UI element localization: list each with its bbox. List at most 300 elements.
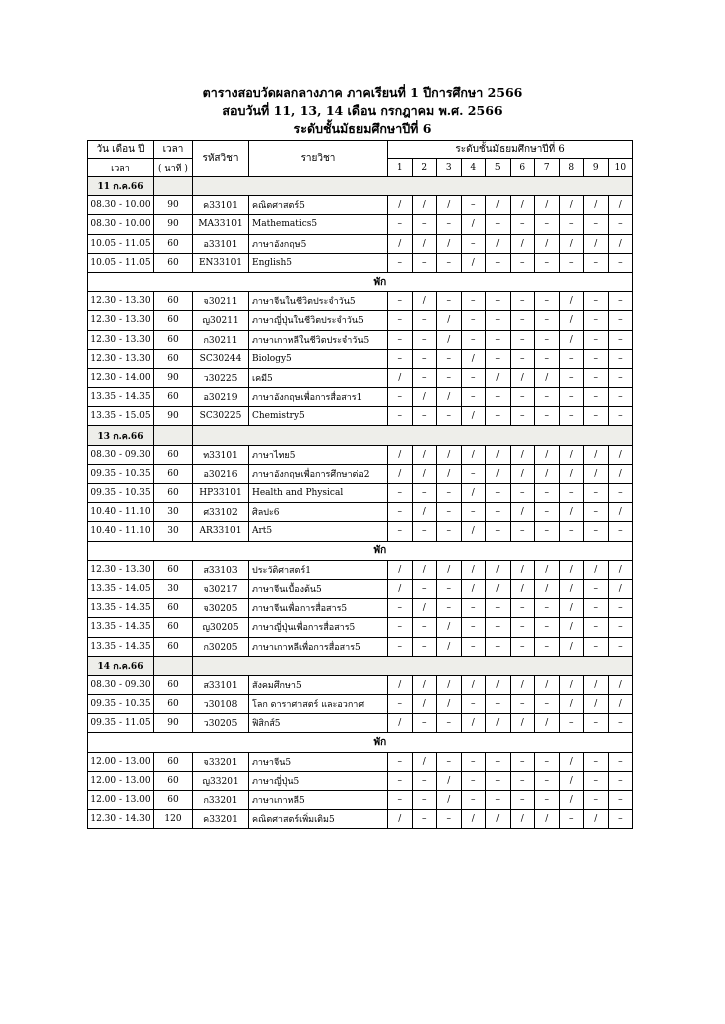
class-2-mark: / xyxy=(412,675,437,694)
class-7-mark: – xyxy=(535,752,560,771)
class-1-mark: / xyxy=(388,810,413,829)
subject-name: ภาษาเกาหลีเพื่อการสื่อสาร5 xyxy=(249,637,388,656)
date-spacer xyxy=(154,656,193,675)
class-1-mark: – xyxy=(388,618,413,637)
class-9-mark: / xyxy=(584,810,609,829)
class-6-mark: / xyxy=(510,234,535,253)
exam-row xyxy=(88,503,633,522)
class-8-mark: / xyxy=(559,771,584,790)
date-label: 14 ก.ค.66 xyxy=(88,656,154,675)
subject-name: คณิตศาสตร์5 xyxy=(249,196,388,215)
exam-duration: 60 xyxy=(154,234,193,253)
exam-time: 12.30 - 13.30 xyxy=(88,330,154,349)
class-9-mark: – xyxy=(584,349,609,368)
exam-row xyxy=(88,215,633,234)
exam-row xyxy=(88,771,633,790)
class-9-mark: – xyxy=(584,330,609,349)
exam-duration: 60 xyxy=(154,349,193,368)
class-9-mark: / xyxy=(584,560,609,579)
class-8-mark: / xyxy=(559,675,584,694)
exam-row xyxy=(88,196,633,215)
exam-duration: 30 xyxy=(154,503,193,522)
class-9-mark: – xyxy=(584,253,609,272)
subject-code: ก33201 xyxy=(193,791,249,810)
class-5-mark: – xyxy=(486,292,511,311)
class-1-mark: – xyxy=(388,637,413,656)
subject-name: เคมี5 xyxy=(249,368,388,387)
break-spacer xyxy=(88,272,388,291)
subject-code: SC30225 xyxy=(193,407,249,426)
class-5-mark: – xyxy=(486,330,511,349)
exam-duration: 90 xyxy=(154,368,193,387)
header-class-8: 8 xyxy=(559,159,584,177)
class-4-mark: / xyxy=(461,484,486,503)
subject-code: MA33101 xyxy=(193,215,249,234)
class-5-mark: – xyxy=(486,522,511,541)
class-4-mark: – xyxy=(461,464,486,483)
class-3-mark: – xyxy=(437,407,462,426)
class-4-mark: – xyxy=(461,637,486,656)
subject-code: อ33101 xyxy=(193,234,249,253)
class-10-mark: / xyxy=(608,234,633,253)
exam-row xyxy=(88,349,633,368)
class-5-mark: – xyxy=(486,695,511,714)
class-1-mark: – xyxy=(388,771,413,790)
subject-name: ภาษาจีน5 xyxy=(249,752,388,771)
class-6-mark: – xyxy=(510,695,535,714)
exam-time: 08.30 - 09.30 xyxy=(88,675,154,694)
exam-time: 08.30 - 10.00 xyxy=(88,215,154,234)
subject-name: คณิตศาสตร์เพิ่มเติม5 xyxy=(249,810,388,829)
exam-time: 12.30 - 13.30 xyxy=(88,560,154,579)
class-6-mark: / xyxy=(510,810,535,829)
class-3-mark: / xyxy=(437,618,462,637)
class-1-mark: – xyxy=(388,292,413,311)
date-spacer xyxy=(154,426,193,445)
class-2-mark: / xyxy=(412,695,437,714)
class-8-mark: / xyxy=(559,311,584,330)
class-3-mark: / xyxy=(437,695,462,714)
exam-duration: 60 xyxy=(154,752,193,771)
class-6-mark: / xyxy=(510,579,535,598)
class-5-mark: / xyxy=(486,234,511,253)
exam-row xyxy=(88,599,633,618)
class-9-mark: – xyxy=(584,503,609,522)
class-2-mark: / xyxy=(412,234,437,253)
class-7-mark: – xyxy=(535,311,560,330)
class-5-mark: – xyxy=(486,771,511,790)
class-9-mark: – xyxy=(584,407,609,426)
class-8-mark: / xyxy=(559,196,584,215)
class-7-mark: / xyxy=(535,810,560,829)
class-8-mark: – xyxy=(559,407,584,426)
class-3-mark: / xyxy=(437,791,462,810)
class-2-mark: / xyxy=(412,560,437,579)
class-4-mark: – xyxy=(461,196,486,215)
class-4-mark: / xyxy=(461,714,486,733)
class-9-mark: – xyxy=(584,292,609,311)
class-6-mark: / xyxy=(510,464,535,483)
class-1-mark: – xyxy=(388,752,413,771)
exam-duration: 60 xyxy=(154,637,193,656)
class-4-mark: / xyxy=(461,579,486,598)
exam-time: 12.00 - 13.00 xyxy=(88,771,154,790)
exam-duration: 90 xyxy=(154,714,193,733)
subject-code: ก30205 xyxy=(193,637,249,656)
break-row xyxy=(88,272,633,291)
class-3-mark: – xyxy=(437,368,462,387)
subject-code: ญ33201 xyxy=(193,771,249,790)
class-3-mark: / xyxy=(437,311,462,330)
class-1-mark: – xyxy=(388,311,413,330)
date-label: 13 ก.ค.66 xyxy=(88,426,154,445)
subject-code: จ30205 xyxy=(193,599,249,618)
class-6-mark: – xyxy=(510,311,535,330)
class-6-mark: – xyxy=(510,618,535,637)
header-minutes: ( นาที ) xyxy=(154,159,193,177)
class-9-mark: – xyxy=(584,311,609,330)
class-1-mark: – xyxy=(388,522,413,541)
subject-name: ภาษาจีนเบื้องต้น5 xyxy=(249,579,388,598)
subject-name: ประวัติศาสตร์1 xyxy=(249,560,388,579)
subject-code: ญ30205 xyxy=(193,618,249,637)
exam-duration: 60 xyxy=(154,311,193,330)
class-9-mark: – xyxy=(584,388,609,407)
date-spacer xyxy=(193,426,633,445)
class-6-mark: – xyxy=(510,292,535,311)
break-spacer xyxy=(88,541,388,560)
subject-name: ภาษาจีนเพื่อการสื่อสาร5 xyxy=(249,599,388,618)
class-4-mark: – xyxy=(461,388,486,407)
class-5-mark: – xyxy=(486,637,511,656)
class-8-mark: – xyxy=(559,810,584,829)
exam-time: 09.35 - 10.35 xyxy=(88,464,154,483)
exam-time: 08.30 - 09.30 xyxy=(88,445,154,464)
class-2-mark: / xyxy=(412,196,437,215)
class-9-mark: / xyxy=(584,234,609,253)
class-5-mark: / xyxy=(486,714,511,733)
class-3-mark: / xyxy=(437,637,462,656)
class-2-mark: – xyxy=(412,810,437,829)
class-8-mark: – xyxy=(559,388,584,407)
class-10-mark: – xyxy=(608,599,633,618)
class-4-mark: – xyxy=(461,292,486,311)
exam-time: 13.35 - 15.05 xyxy=(88,407,154,426)
class-7-mark: / xyxy=(535,714,560,733)
exam-time: 12.30 - 13.30 xyxy=(88,349,154,368)
class-10-mark: – xyxy=(608,349,633,368)
class-4-mark: / xyxy=(461,522,486,541)
class-5-mark: / xyxy=(486,464,511,483)
class-10-mark: – xyxy=(608,330,633,349)
class-1-mark: / xyxy=(388,560,413,579)
class-6-mark: – xyxy=(510,215,535,234)
exam-row xyxy=(88,752,633,771)
class-7-mark: – xyxy=(535,484,560,503)
class-9-mark: – xyxy=(584,484,609,503)
title-line-1: ตารางสอบวัดผลกลางภาค ภาคเรียนที่ 1 ปีการศึกษา 2566 xyxy=(202,85,523,100)
class-4-mark: – xyxy=(461,234,486,253)
subject-name: ภาษาอังกฤษ5 xyxy=(249,234,388,253)
class-7-mark: – xyxy=(535,215,560,234)
date-spacer xyxy=(193,177,633,196)
class-6-mark: – xyxy=(510,522,535,541)
class-2-mark: – xyxy=(412,618,437,637)
class-6-mark: – xyxy=(510,388,535,407)
class-8-mark: / xyxy=(559,464,584,483)
header-date: วัน เดือน ปี xyxy=(88,141,154,159)
class-6-mark: – xyxy=(510,599,535,618)
class-1-mark: – xyxy=(388,791,413,810)
class-4-mark: – xyxy=(461,618,486,637)
class-7-mark: – xyxy=(535,771,560,790)
subject-code: ว30225 xyxy=(193,368,249,387)
class-10-mark: / xyxy=(608,445,633,464)
subject-name: ภาษาไทย5 xyxy=(249,445,388,464)
class-8-mark: / xyxy=(559,234,584,253)
class-5-mark: – xyxy=(486,253,511,272)
class-8-mark: – xyxy=(559,253,584,272)
subject-code: ก30211 xyxy=(193,330,249,349)
class-8-mark: – xyxy=(559,368,584,387)
class-1-mark: – xyxy=(388,484,413,503)
class-10-mark: – xyxy=(608,752,633,771)
class-4-mark: – xyxy=(461,311,486,330)
exam-time: 13.35 - 14.05 xyxy=(88,579,154,598)
header-code: รหัสวิชา xyxy=(193,141,249,177)
class-5-mark: – xyxy=(486,599,511,618)
class-2-mark: – xyxy=(412,368,437,387)
header-class-7: 7 xyxy=(535,159,560,177)
exam-duration: 60 xyxy=(154,791,193,810)
exam-row xyxy=(88,292,633,311)
header-class-10: 10 xyxy=(608,159,633,177)
class-10-mark: – xyxy=(608,292,633,311)
exam-duration: 60 xyxy=(154,464,193,483)
class-3-mark: – xyxy=(437,503,462,522)
class-5-mark: – xyxy=(486,349,511,368)
break-cell xyxy=(373,541,633,560)
class-6-mark: – xyxy=(510,637,535,656)
class-10-mark: – xyxy=(608,791,633,810)
class-4-mark: / xyxy=(461,253,486,272)
exam-duration: 90 xyxy=(154,196,193,215)
class-4-mark: – xyxy=(461,368,486,387)
exam-duration: 60 xyxy=(154,695,193,714)
exam-row xyxy=(88,637,633,656)
subject-code: จ30211 xyxy=(193,292,249,311)
exam-time: 10.40 - 11.10 xyxy=(88,503,154,522)
class-2-mark: – xyxy=(412,215,437,234)
exam-row xyxy=(88,791,633,810)
class-7-mark: / xyxy=(535,445,560,464)
class-7-mark: – xyxy=(535,407,560,426)
class-5-mark: – xyxy=(486,484,511,503)
break-spacer xyxy=(88,733,388,752)
class-6-mark: / xyxy=(510,675,535,694)
class-8-mark: / xyxy=(559,791,584,810)
class-3-mark: – xyxy=(437,810,462,829)
class-7-mark: / xyxy=(535,464,560,483)
exam-time: 10.05 - 11.05 xyxy=(88,234,154,253)
class-1-mark: – xyxy=(388,330,413,349)
class-1-mark: / xyxy=(388,196,413,215)
class-3-mark: / xyxy=(437,675,462,694)
class-5-mark: – xyxy=(486,388,511,407)
class-6-mark: – xyxy=(510,407,535,426)
exam-duration: 60 xyxy=(154,292,193,311)
exam-duration: 60 xyxy=(154,618,193,637)
date-label: 11 ก.ค.66 xyxy=(88,177,154,196)
class-9-mark: – xyxy=(584,714,609,733)
subject-code: ว30108 xyxy=(193,695,249,714)
class-10-mark: – xyxy=(608,637,633,656)
exam-duration: 30 xyxy=(154,522,193,541)
class-4-mark: / xyxy=(461,560,486,579)
class-4-mark: – xyxy=(461,695,486,714)
class-4-mark: / xyxy=(461,445,486,464)
subject-name: ภาษาเกาหลี5 xyxy=(249,791,388,810)
class-5-mark: / xyxy=(486,560,511,579)
class-10-mark: / xyxy=(608,579,633,598)
header-class-4: 4 xyxy=(461,159,486,177)
class-3-mark: / xyxy=(437,771,462,790)
class-4-mark: / xyxy=(461,810,486,829)
subject-name: ภาษาญี่ปุ่น5 xyxy=(249,771,388,790)
subject-code: อ30219 xyxy=(193,388,249,407)
class-10-mark: / xyxy=(608,196,633,215)
header-class-1: 1 xyxy=(388,159,413,177)
class-10-mark: / xyxy=(608,503,633,522)
exam-duration: 60 xyxy=(154,445,193,464)
class-10-mark: – xyxy=(608,618,633,637)
class-2-mark: – xyxy=(412,771,437,790)
class-7-mark: – xyxy=(535,503,560,522)
exam-duration: 30 xyxy=(154,579,193,598)
header-class-9: 9 xyxy=(584,159,609,177)
class-3-mark: / xyxy=(437,330,462,349)
class-9-mark: – xyxy=(584,522,609,541)
class-5-mark: – xyxy=(486,503,511,522)
header-level: ระดับชั้นมัธยมศึกษาปีที่ 6 xyxy=(388,141,633,159)
class-4-mark: / xyxy=(461,675,486,694)
class-3-mark: – xyxy=(437,714,462,733)
class-6-mark: / xyxy=(510,714,535,733)
subject-code: SC30244 xyxy=(193,349,249,368)
class-7-mark: – xyxy=(535,253,560,272)
exam-time: 13.35 - 14.35 xyxy=(88,599,154,618)
subject-name: ภาษาเกาหลีในชีวิตประจำวัน5 xyxy=(249,330,388,349)
subject-name: โลก ดาราศาสตร์ และอวกาศ xyxy=(249,695,388,714)
class-2-mark: – xyxy=(412,407,437,426)
class-5-mark: – xyxy=(486,407,511,426)
class-9-mark: – xyxy=(584,618,609,637)
class-10-mark: – xyxy=(608,253,633,272)
class-5-mark: / xyxy=(486,675,511,694)
class-6-mark: – xyxy=(510,484,535,503)
class-1-mark: – xyxy=(388,599,413,618)
date-spacer xyxy=(154,177,193,196)
exam-time: 08.30 - 10.00 xyxy=(88,196,154,215)
schedule-body xyxy=(88,177,633,829)
class-7-mark: / xyxy=(535,579,560,598)
exam-row xyxy=(88,368,633,387)
exam-duration: 120 xyxy=(154,810,193,829)
class-9-mark: – xyxy=(584,599,609,618)
class-10-mark: – xyxy=(608,215,633,234)
class-8-mark: / xyxy=(559,695,584,714)
class-10-mark: – xyxy=(608,311,633,330)
exam-time: 12.30 - 14.00 xyxy=(88,368,154,387)
title-line-2: สอบวันที่ 11, 13, 14 เดือน กรกฎาคม พ.ศ. 2566 xyxy=(222,103,503,118)
exam-time: 13.35 - 14.35 xyxy=(88,618,154,637)
exam-time: 12.30 - 14.30 xyxy=(88,810,154,829)
class-5-mark: / xyxy=(486,810,511,829)
class-9-mark: – xyxy=(584,771,609,790)
class-1-mark: / xyxy=(388,579,413,598)
class-8-mark: / xyxy=(559,637,584,656)
class-6-mark: / xyxy=(510,368,535,387)
class-6-mark: – xyxy=(510,330,535,349)
class-3-mark: – xyxy=(437,292,462,311)
class-7-mark: / xyxy=(535,675,560,694)
class-8-mark: / xyxy=(559,599,584,618)
class-3-mark: – xyxy=(437,215,462,234)
date-row xyxy=(88,177,633,196)
class-2-mark: – xyxy=(412,714,437,733)
class-4-mark: / xyxy=(461,407,486,426)
subject-name: ภาษาจีนในชีวิตประจำวัน5 xyxy=(249,292,388,311)
class-6-mark: / xyxy=(510,196,535,215)
exam-row xyxy=(88,810,633,829)
subject-code: อ30216 xyxy=(193,464,249,483)
exam-duration: 60 xyxy=(154,771,193,790)
break-label: พัก xyxy=(373,737,387,749)
class-6-mark: – xyxy=(510,791,535,810)
class-4-mark: – xyxy=(461,771,486,790)
class-4-mark: – xyxy=(461,752,486,771)
class-5-mark: – xyxy=(486,215,511,234)
subject-code: ศ33102 xyxy=(193,503,249,522)
exam-row xyxy=(88,311,633,330)
class-9-mark: – xyxy=(584,637,609,656)
break-label: พัก xyxy=(373,276,387,288)
exam-time: 13.35 - 14.35 xyxy=(88,388,154,407)
header-subject: รายวิชา xyxy=(249,141,388,177)
class-1-mark: / xyxy=(388,714,413,733)
subject-name: ศิลปะ6 xyxy=(249,503,388,522)
subject-name: Art5 xyxy=(249,522,388,541)
class-5-mark: – xyxy=(486,791,511,810)
subject-code: HP33101 xyxy=(193,484,249,503)
class-7-mark: / xyxy=(535,368,560,387)
subject-name: ภาษาอังกฤษเพื่อการศึกษาต่อ2 xyxy=(249,464,388,483)
break-row xyxy=(88,541,633,560)
exam-time: 12.00 - 13.00 xyxy=(88,752,154,771)
exam-row xyxy=(88,695,633,714)
class-7-mark: – xyxy=(535,330,560,349)
class-7-mark: / xyxy=(535,234,560,253)
header-duration: เวลา xyxy=(154,141,193,159)
class-7-mark: – xyxy=(535,349,560,368)
exam-duration: 90 xyxy=(154,407,193,426)
header-time: เวลา xyxy=(88,159,154,177)
exam-duration: 60 xyxy=(154,253,193,272)
class-3-mark: / xyxy=(437,234,462,253)
subject-name: ภาษาอังกฤษเพื่อการสื่อสาร1 xyxy=(249,388,388,407)
class-10-mark: – xyxy=(608,484,633,503)
date-spacer xyxy=(193,656,633,675)
